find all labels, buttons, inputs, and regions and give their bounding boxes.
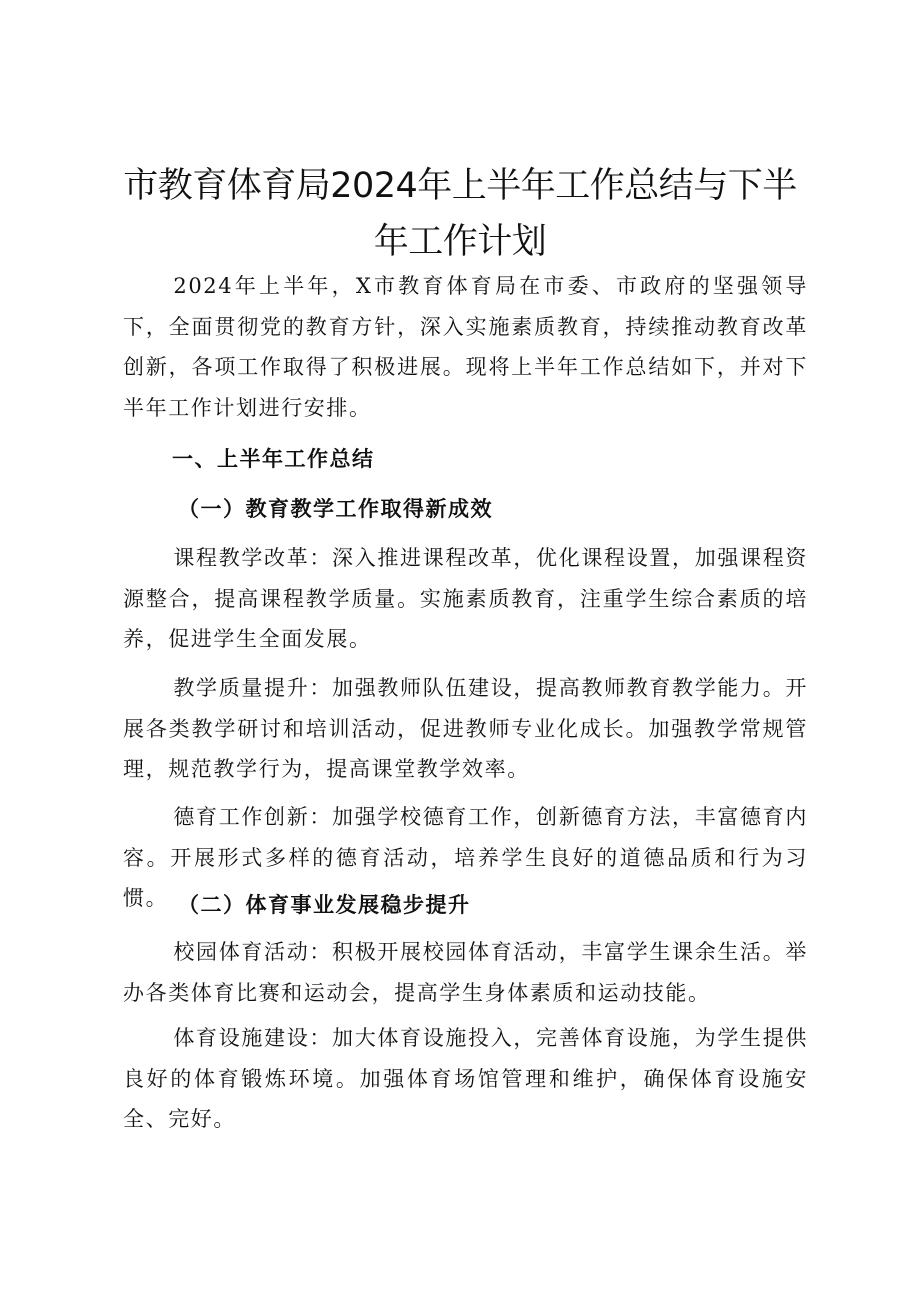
campus-sports-paragraph: 校园体育活动：积极开展校园体育活动，丰富学生课余生活。举办各类体育比赛和运动会，提高学生身体素质和运动技能。	[123, 940, 808, 1005]
moral-education-paragraph: 德育工作创新：加强学校德育工作，创新德育方法，丰富德育内容。开展形式多样的德育活动，培养学生良好的道德品质和行为习惯。	[123, 805, 808, 910]
intro-paragraph: 2024年上半年，X市教育体育局在市委、市政府的坚强领导下，全面贯彻党的教育方针，深入实施素质教育，持续推动教育改革创新，各项工作取得了积极进展。现将上半年工作总结如下，并对下半年工作计划进行安排。	[123, 274, 808, 420]
teaching-quality-paragraph: 教学质量提升：加强教师队伍建设，提高教师教育教学能力。开展各类教学研讨和培训活动，促进教师专业化成长。加强教学常规管理，规范教学行为，提高课堂教学效率。	[123, 676, 808, 781]
sports-facilities-paragraph: 体育设施建设：加大体育设施投入，完善体育设施，为学生提供良好的体育锻炼环境。加强体育场馆管理和维护，确保体育设施安全、完好。	[123, 1026, 808, 1131]
subsection-1-heading: （一）教育教学工作取得新成效	[178, 497, 493, 521]
document-title-line-2: 年工作计划	[373, 222, 547, 262]
subsection-2-heading: （二）体育事业发展稳步提升	[178, 893, 471, 917]
document-title-line-1: 市教育体育局2024年上半年工作总结与下半	[123, 166, 797, 206]
curriculum-reform-paragraph: 课程教学改革：深入推进课程改革，优化课程设置，加强课程资源整合，提高课程教学质量。实施素质教育，注重学生综合素质的培养，促进学生全面发展。	[123, 546, 808, 651]
section-1-heading: 一、上半年工作总结	[172, 447, 375, 471]
